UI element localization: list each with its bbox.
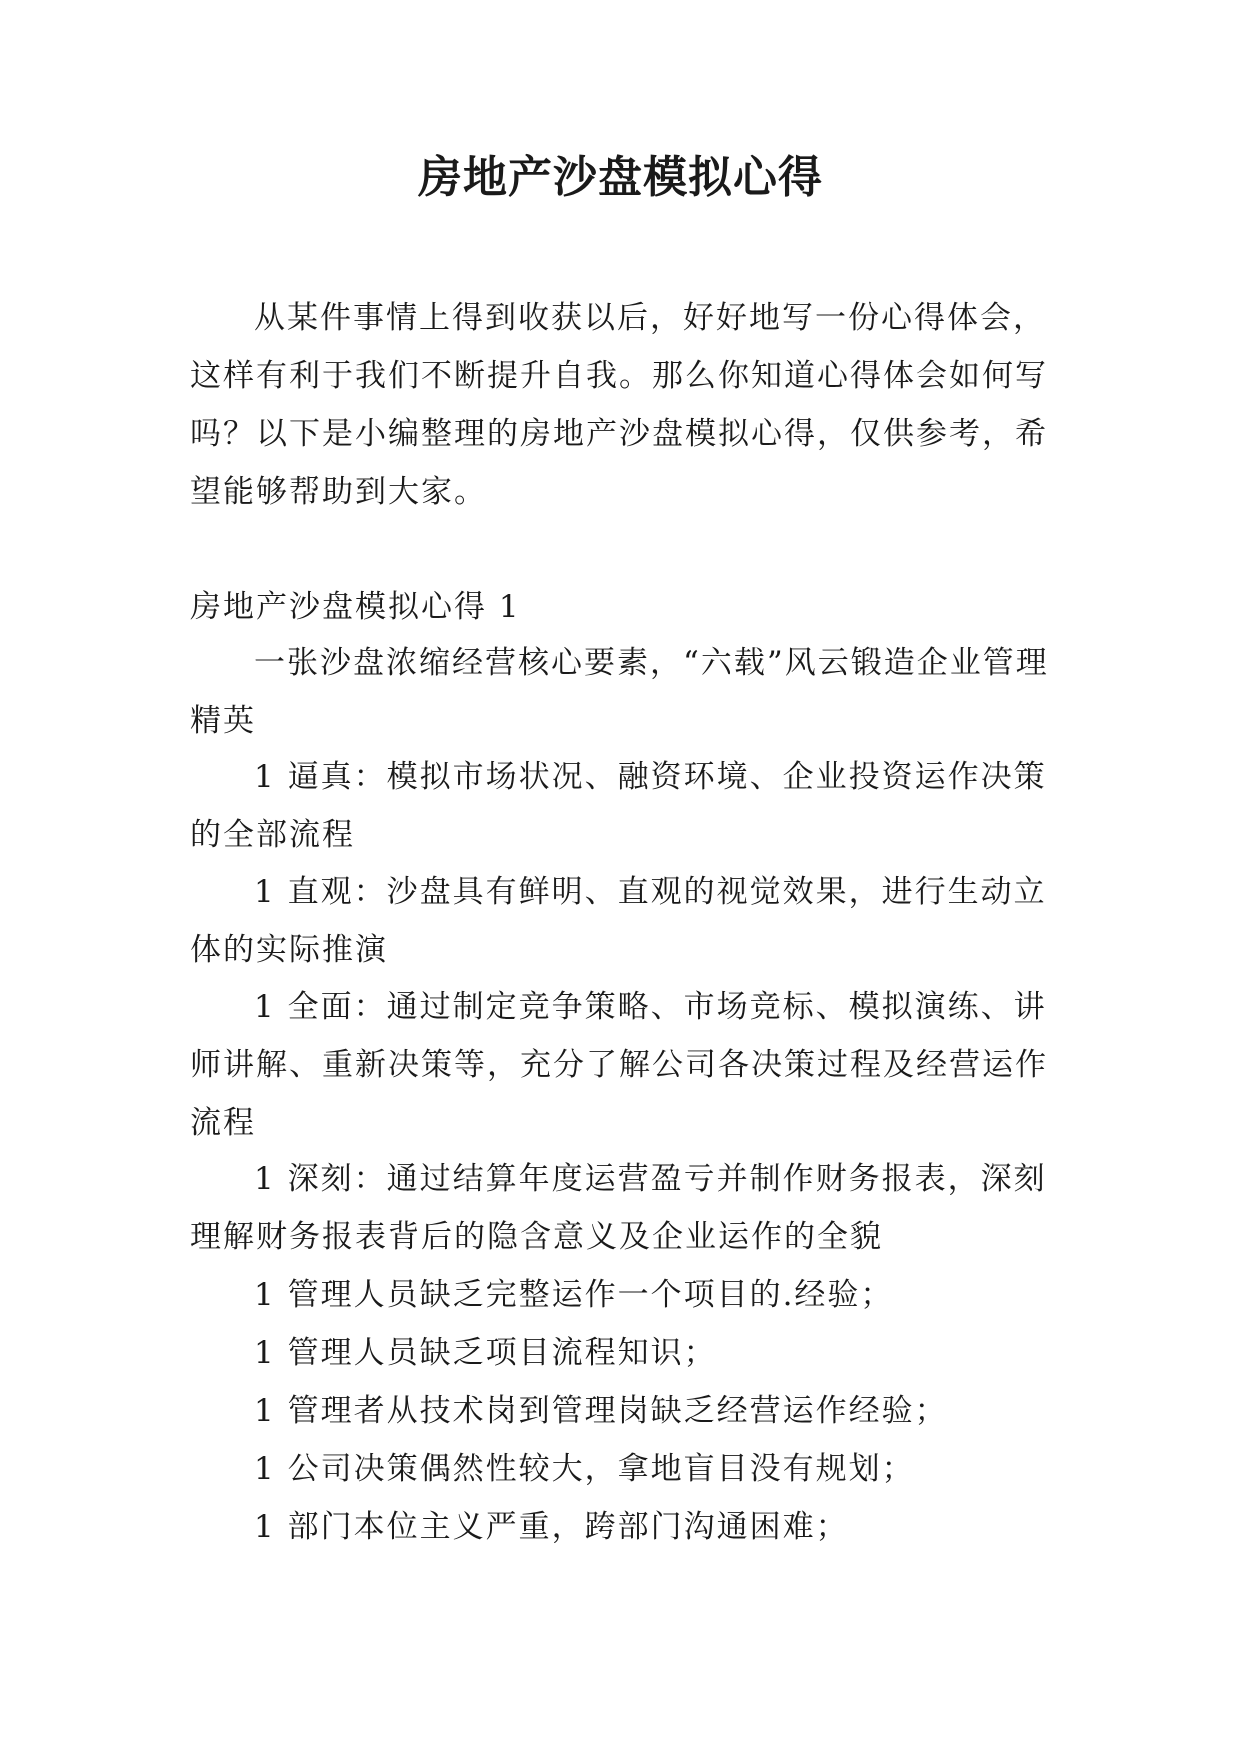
paragraph: 1 逼真：模拟市场状况、融资环境、企业投资运作决策的全部流程: [190, 759, 1047, 853]
section-heading: 房地产沙盘模拟心得 1: [190, 589, 521, 625]
paragraph: 1 深刻：通过结算年度运营盈亏并制作财务报表，深刻理解财务报表背后的隐含意义及企业运作的全貌: [190, 1161, 1047, 1255]
paragraph: 一张沙盘浓缩经营核心要素，“六载”风云锻造企业管理精英: [190, 645, 1049, 739]
list-item: 1 管理人员缺乏完整运作一个项目的.经验；: [254, 1277, 894, 1313]
list-item: 1 公司决策偶然性较大，拿地盲目没有规划；: [254, 1451, 915, 1487]
paragraph: 1 直观：沙盘具有鲜明、直观的视觉效果，进行生动立体的实际推演: [190, 874, 1047, 968]
paragraph: 1 全面：通过制定竞争策略、市场竞标、模拟演练、讲师讲解、重新决策等，充分了解公司各决策过程及经营运作流程: [190, 989, 1048, 1141]
list-item: 1 管理者从技术岗到管理岗缺乏经营运作经验；: [254, 1393, 948, 1429]
document-title: 房地产沙盘模拟心得: [418, 152, 823, 203]
intro-paragraph: 从某件事情上得到收获以后，好好地写一份心得体会，这样有利于我们不断提升自我。那么你知道心得体会如何写吗？以下是小编整理的房地产沙盘模拟心得，仅供参考，希望能够帮助到大家。: [190, 300, 1048, 510]
list-item: 1 管理人员缺乏项目流程知识；: [254, 1335, 717, 1371]
list-item: 1 部门本位主义严重，跨部门沟通困难；: [254, 1509, 849, 1545]
